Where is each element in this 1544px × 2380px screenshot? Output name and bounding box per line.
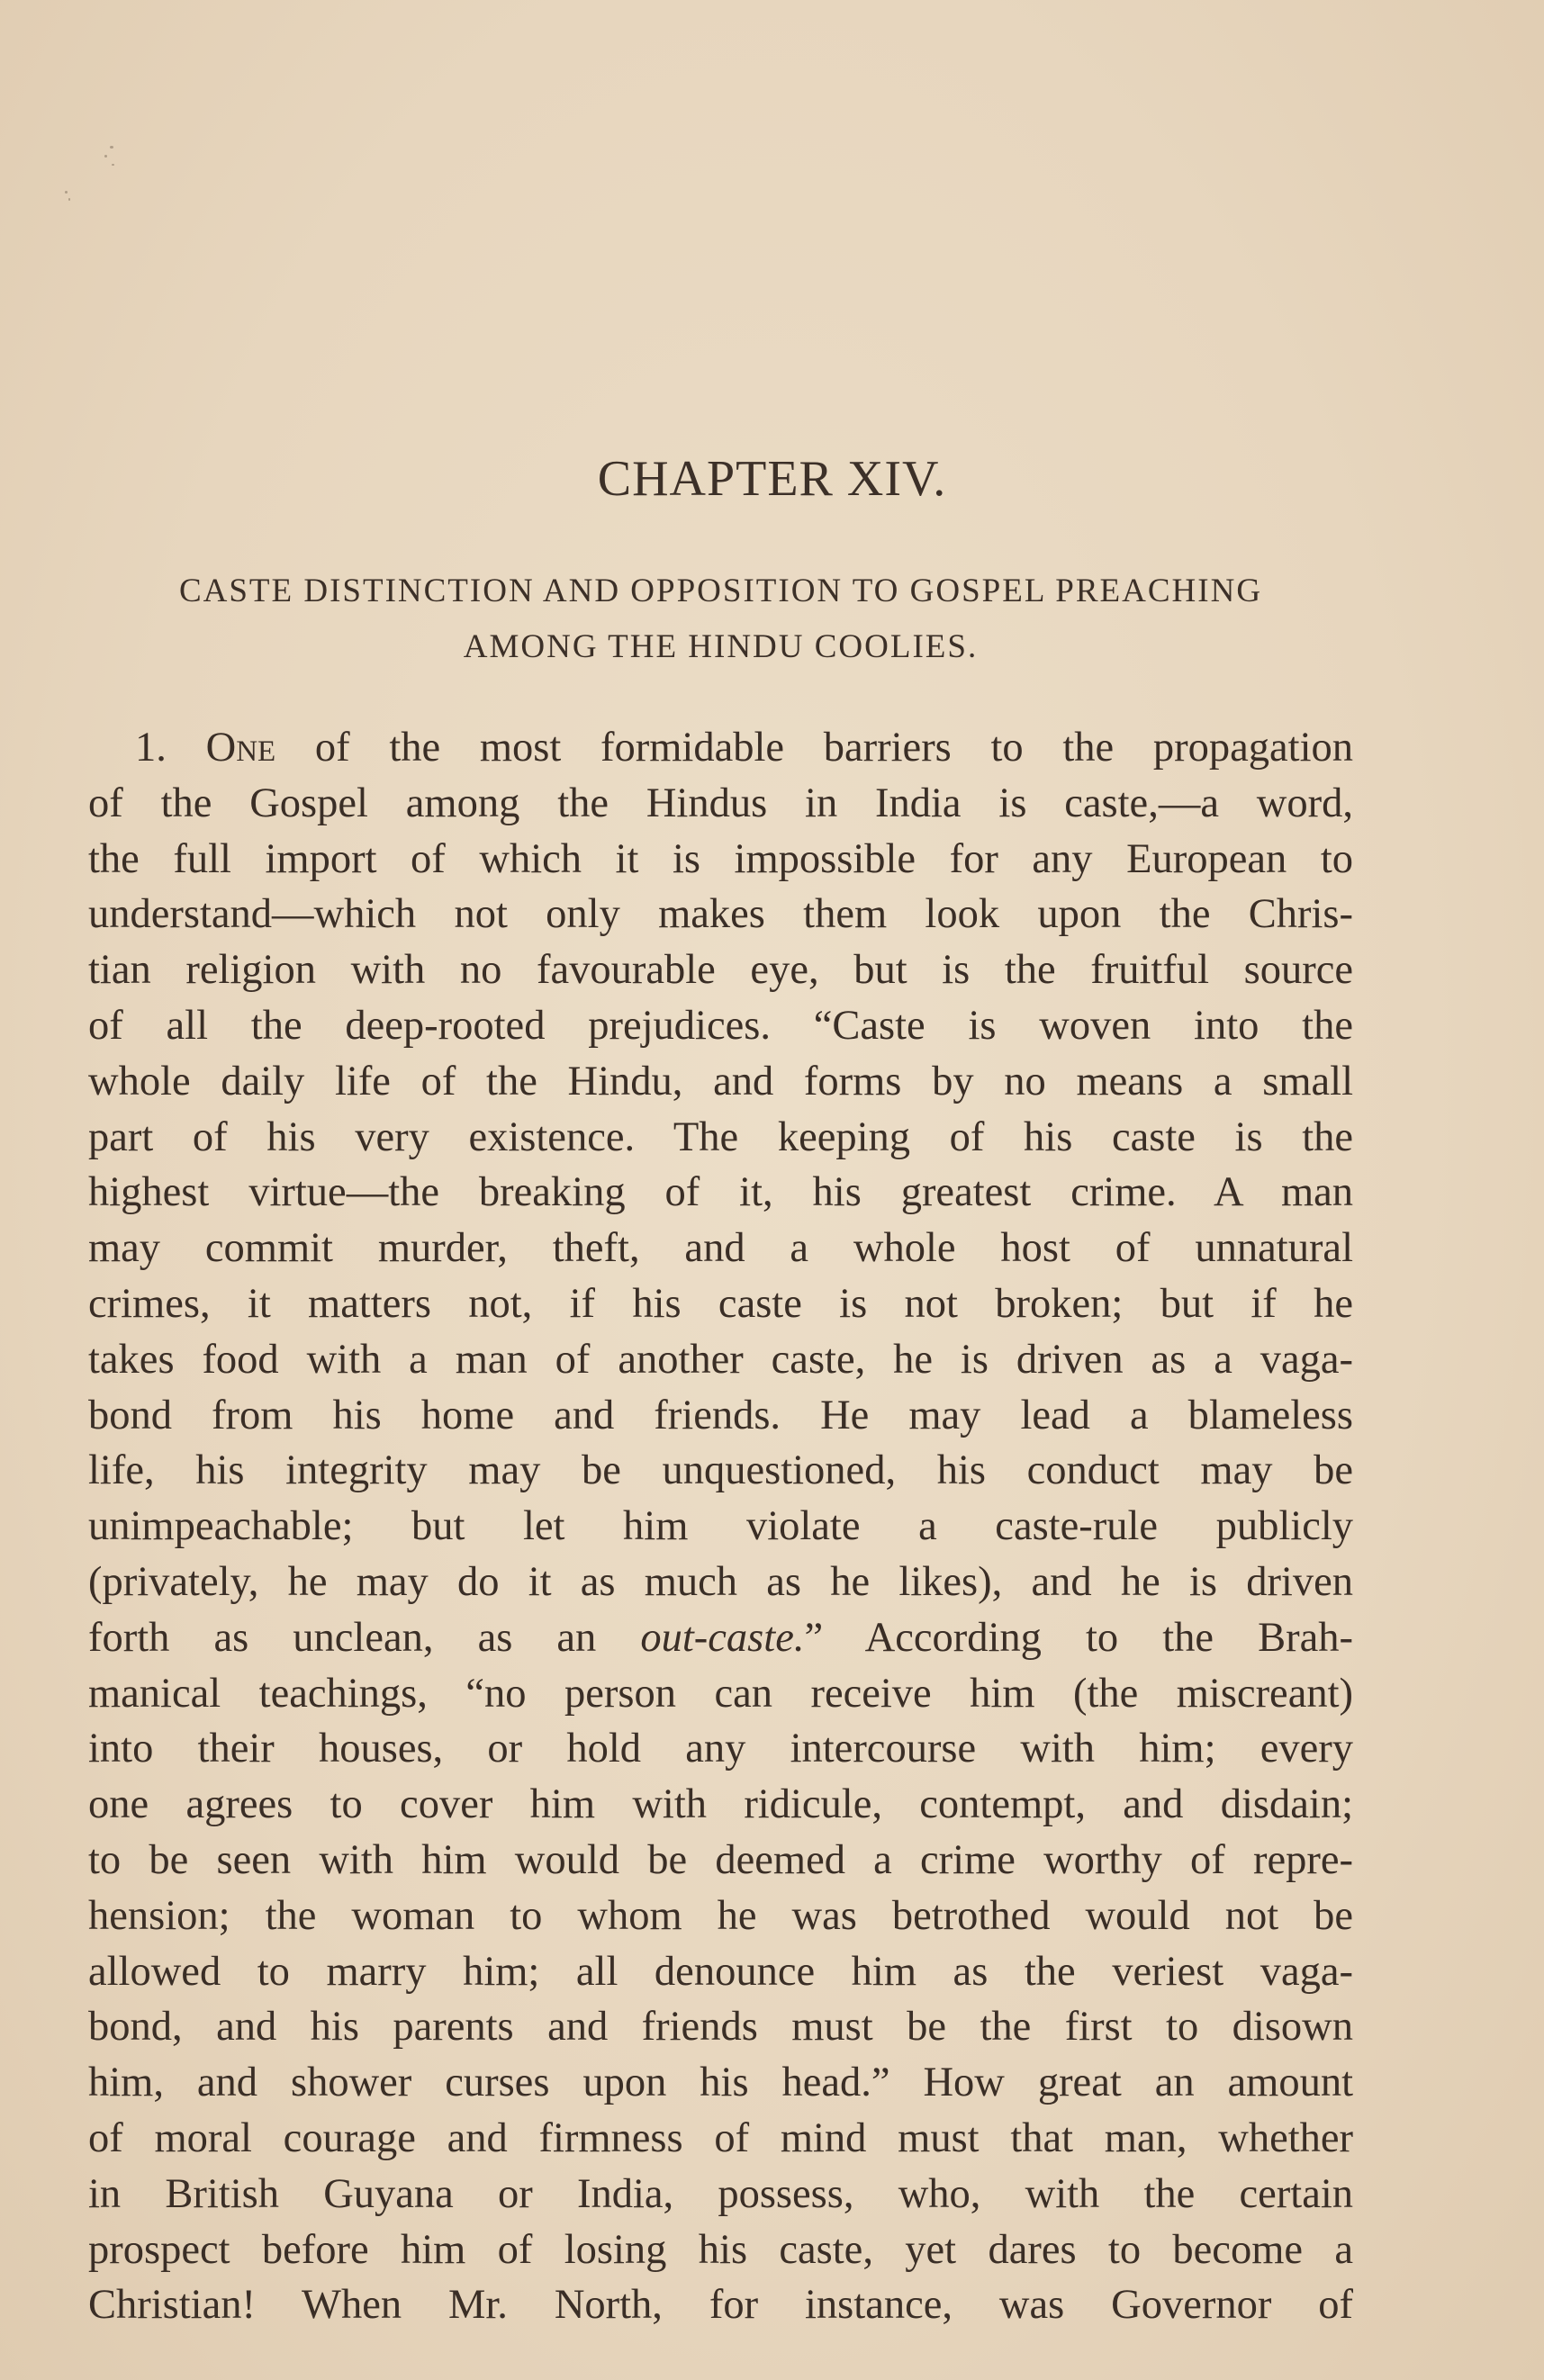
text-line: life, his integrity may be unquestioned, his conduct may be xyxy=(88,1447,1353,1494)
text-line: understand—which not only makes them look upon the Chris- xyxy=(88,891,1353,938)
text-line: (privately, he may do it as much as he likes), and he is driven xyxy=(88,1558,1353,1605)
text-line: Christian! When Mr. North, for instance, was Governor of xyxy=(88,2282,1353,2329)
text-line: to be seen with him would be deemed a crime worthy of repre- xyxy=(88,1836,1353,1883)
text-line: the full import of which it is impossible for any European to xyxy=(88,835,1353,882)
paragraph-first-word: One xyxy=(205,725,276,771)
chapter-subtitle-line-1: CASTE DISTINCTION AND OPPOSITION TO GOSPEL PREACHING xyxy=(178,572,1263,609)
text-line: whole daily life of the Hindu, and forms by no means a small xyxy=(88,1058,1353,1104)
text-line: forth as unclean, as an out-caste.” According to the Brah- xyxy=(88,1614,1353,1661)
text-line: of moral courage and firmness of mind must that man, whether xyxy=(88,2114,1353,2161)
paragraph-number: 1. xyxy=(135,725,167,771)
text-line: bond, and his parents and friends must be the first to disown xyxy=(88,2004,1353,2051)
text-line: one agrees to cover him with ridicule, contempt, and disdain; xyxy=(88,1781,1353,1828)
text-line: manical teachings, “no person can receive him (the miscreant) xyxy=(88,1670,1353,1717)
chapter-subtitle-line-2: AMONG THE HINDU COOLIES. xyxy=(463,628,979,665)
text-line: tian religion with no favourable eye, but is the fruitful source xyxy=(88,947,1353,994)
text-line: allowed to marry him; all denounce him as the veriest vaga- xyxy=(88,1948,1353,1995)
text-line: takes food with a man of another caste, he is driven as a vaga- xyxy=(88,1336,1353,1383)
paragraph-1 xyxy=(88,720,1353,2333)
text-line: prospect before him of losing his caste, yet dares to become a xyxy=(88,2226,1353,2273)
text-line: part of his very existence. The keeping of his caste is the xyxy=(88,1113,1353,1160)
text-line: highest virtue—the breaking of it, his greatest crime. A man xyxy=(88,1169,1353,1216)
chapter-title: CHAPTER XIV. xyxy=(597,451,947,507)
text-line: bond from his home and friends. He may lead a blameless xyxy=(88,1392,1353,1438)
text-line: crimes, it matters not, if his caste is not broken; but if he xyxy=(88,1280,1353,1327)
paper-specks xyxy=(63,135,117,216)
text-line: 1. One of the most formidable barriers to the propagation xyxy=(135,725,1354,771)
text-line: unimpeachable; but let him violate a caste-rule publicly xyxy=(88,1503,1353,1550)
text-line: may commit murder, theft, and a whole host of unnatural xyxy=(88,1225,1353,1272)
text-line: in British Guyana or India, possess, who, with the certain xyxy=(88,2170,1353,2217)
chapter-subtitle xyxy=(88,563,1353,675)
text-line: hension; the woman to whom he was betrothed would not be xyxy=(88,1892,1353,1939)
text-line: into their houses, or hold any intercourse with him; every xyxy=(88,1726,1353,1772)
text-line: of all the deep-rooted prejudices. “Caste is woven into the xyxy=(88,1002,1353,1049)
text-line: him, and shower curses upon his head.” How great an amount xyxy=(88,2060,1353,2106)
text-line: of the Gospel among the Hindus in India is caste,—a word, xyxy=(88,780,1353,826)
italic-term: out-caste. xyxy=(640,1614,805,1661)
